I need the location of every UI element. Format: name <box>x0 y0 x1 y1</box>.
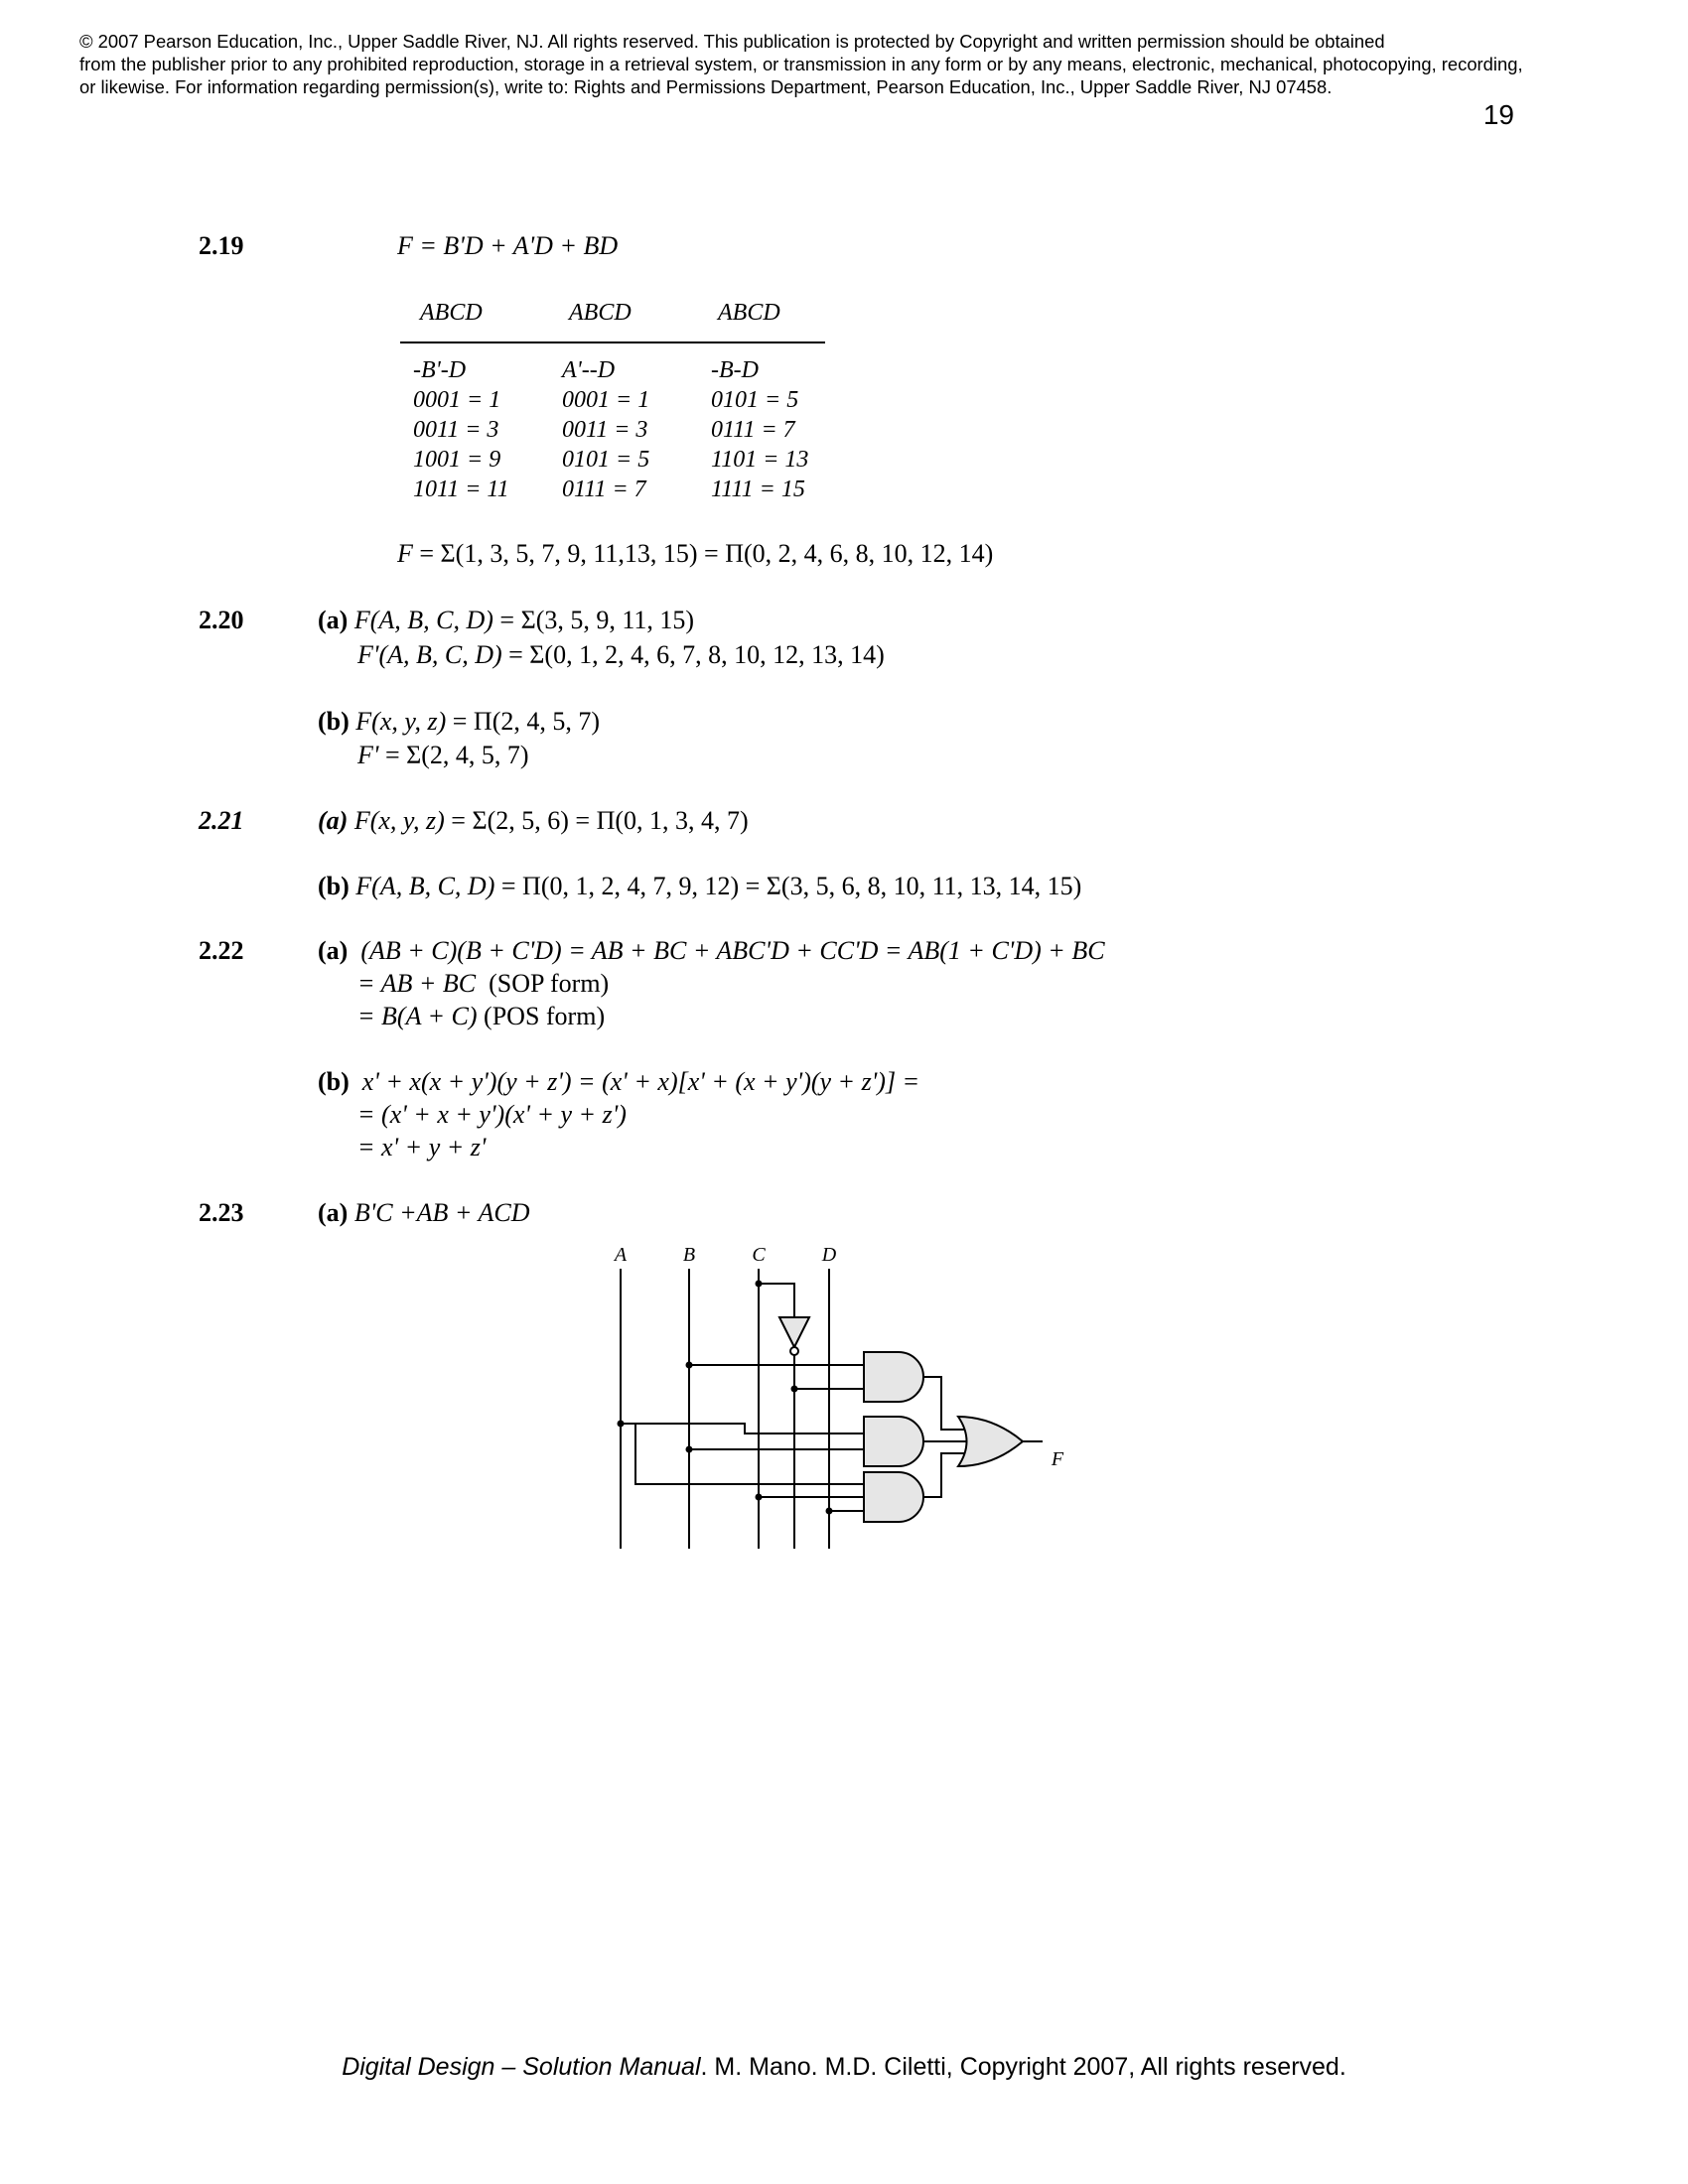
function-expr: = Π(0, 1, 2, 4, 7, 9, 12) = Σ(3, 5, 6, 8, 10, 11, 13, 14, 15) <box>494 872 1082 900</box>
table-cell: 0011 = 3 <box>562 417 648 443</box>
function-name: F(x, y, z) <box>355 707 447 736</box>
function-expr: = Σ(2, 4, 5, 7) <box>378 741 529 769</box>
input-label-a: A <box>614 1244 628 1266</box>
part-b-line <box>318 872 1081 901</box>
table-column <box>413 355 509 504</box>
table-cell: 0001 = 1 <box>413 387 501 413</box>
form-note: (POS form) <box>484 1002 606 1030</box>
expression: = AB + BC <box>357 969 477 998</box>
expression: B'C +AB + ACD <box>353 1198 530 1227</box>
footer-text: . M. Mano. M.D. Ciletti, Copyright 2007, All rights reserved. <box>700 2053 1346 2081</box>
table-cell: 1111 = 15 <box>711 477 805 502</box>
page-number: 19 <box>1482 99 1514 130</box>
part-b-line-3: = x' + y + z' <box>357 1133 487 1161</box>
part-label: (b) <box>318 707 350 736</box>
table-header: ABCD <box>420 300 483 326</box>
and-gate-2 <box>864 1417 923 1466</box>
part-a-line-2 <box>357 969 609 999</box>
copyright-notice <box>79 30 1523 98</box>
input-label-b: B <box>682 1244 696 1266</box>
function-expr: = Σ(2, 5, 6) = Π(0, 1, 3, 4, 7) <box>444 806 749 835</box>
form-note: (SOP form) <box>489 969 610 998</box>
table-divider <box>400 341 825 343</box>
part-label: (b) <box>318 872 350 900</box>
table-cell: 0101 = 5 <box>711 387 799 413</box>
table-cell: 1001 = 9 <box>413 447 501 473</box>
table-cell: -B'-D <box>413 357 467 383</box>
inverter-input-wire <box>759 1284 794 1317</box>
part-a-line-1 <box>318 936 1105 966</box>
part-a-line-1 <box>318 606 694 635</box>
table-cell: 0001 = 1 <box>562 387 650 413</box>
part-a-line-3 <box>357 1002 605 1031</box>
junction-dot <box>756 1281 763 1288</box>
part-label: (a) <box>318 606 349 634</box>
part-label: (a) <box>318 806 349 835</box>
table-cell: 0111 = 7 <box>711 417 795 443</box>
function-expr: = Σ(0, 1, 2, 4, 6, 7, 8, 10, 12, 13, 14) <box>501 640 885 669</box>
logic-circuit-diagram <box>596 1231 1092 1578</box>
table-header: ABCD <box>718 300 780 326</box>
expression: x' + x(x + y')(y + z') = (x' + x)[x' + (x + y')(y + z')] = <box>361 1067 920 1096</box>
table-cell: 1011 = 11 <box>413 477 509 502</box>
part-label: (a) <box>318 936 349 965</box>
function-name: F(A, B, C, D) <box>353 606 493 634</box>
and-gate-1 <box>864 1352 923 1402</box>
part-b-line-1 <box>318 707 600 737</box>
part-label: (a) <box>318 1198 349 1227</box>
table-cell: A'--D <box>562 357 616 383</box>
function-name: F' <box>357 741 379 769</box>
problem-number-2-22: 2.22 <box>199 936 244 965</box>
part-b-line-2 <box>357 741 529 770</box>
table-cell: 0011 = 3 <box>413 417 499 443</box>
copyright-line: from the publisher prior to any prohibited reproduction, storage in a retrieval system, or transmission in any form or by any means, electronic, mechanical, photocopying, recording, <box>79 54 1523 74</box>
function-name: F(x, y, z) <box>353 806 445 835</box>
not-gate-bubble <box>790 1347 798 1355</box>
part-label: (b) <box>318 1067 350 1096</box>
function-name: F(A, B, C, D) <box>355 872 495 900</box>
junction-dot <box>686 1446 693 1453</box>
and3-output-wire <box>923 1453 965 1497</box>
problem-number-2-23: 2.23 <box>199 1198 244 1227</box>
result-2-19 <box>397 539 993 569</box>
copyright-line: © 2007 Pearson Education, Inc., Upper Saddle River, NJ. All rights reserved. This publication is protected by Copyright and written permission should be obtained <box>79 31 1385 52</box>
and2-input-wire <box>621 1424 864 1433</box>
expression: (AB + C)(B + C'D) = AB + BC + ABC'D + CC'D = AB(1 + C'D) + BC <box>360 936 1105 965</box>
table-header: ABCD <box>569 300 632 326</box>
function-expr: = Σ(3, 5, 9, 11, 15) <box>492 606 695 634</box>
junction-dot <box>791 1386 798 1393</box>
part-b-line-1 <box>318 1067 919 1097</box>
copyright-line: or likewise. For information regarding permission(s), write to: Rights and Permissions Department, Pearson Education, Inc., Upper Saddle River, NJ 07458. <box>79 76 1333 97</box>
junction-dot <box>756 1494 763 1501</box>
table-column <box>562 355 649 504</box>
not-gate <box>779 1317 809 1347</box>
and-gate-3 <box>864 1472 923 1522</box>
problem-number-2-19: 2.19 <box>199 231 244 260</box>
table-cell: 0111 = 7 <box>562 477 646 502</box>
table-column <box>711 355 808 504</box>
or-gate <box>958 1417 1023 1466</box>
function-expr: = Π(2, 4, 5, 7) <box>446 707 601 736</box>
book-title: Digital Design – Solution Manual <box>342 2053 701 2081</box>
output-label-f: F <box>1051 1448 1064 1470</box>
problem-number-2-20: 2.20 <box>199 606 244 634</box>
expression: = B(A + C) <box>357 1002 478 1030</box>
result-lhs: F <box>397 539 413 568</box>
part-a-line-2 <box>357 640 885 670</box>
table-cell: -B-D <box>711 357 759 383</box>
table-cell: 0101 = 5 <box>562 447 650 473</box>
table-cell: 1101 = 13 <box>711 447 809 473</box>
footer-credit <box>0 2053 1688 2082</box>
input-label-c: C <box>752 1244 766 1266</box>
result-rhs: = Σ(1, 3, 5, 7, 9, 11,13, 15) = Π(0, 2, 4, 6, 8, 10, 12, 14) <box>412 539 994 568</box>
part-a-line <box>318 1198 530 1228</box>
input-label-d: D <box>821 1244 837 1266</box>
equation-2-19: F = B'D + A'D + BD <box>397 231 619 260</box>
junction-dot <box>826 1508 833 1515</box>
part-a-line <box>318 806 749 836</box>
junction-dot <box>686 1362 693 1369</box>
problem-number-2-21: 2.21 <box>199 806 244 835</box>
and1-output-wire <box>923 1377 965 1430</box>
junction-dot <box>618 1421 625 1428</box>
function-name: F'(A, B, C, D) <box>357 640 502 669</box>
part-b-line-2: = (x' + x + y')(x' + y + z') <box>357 1100 627 1129</box>
